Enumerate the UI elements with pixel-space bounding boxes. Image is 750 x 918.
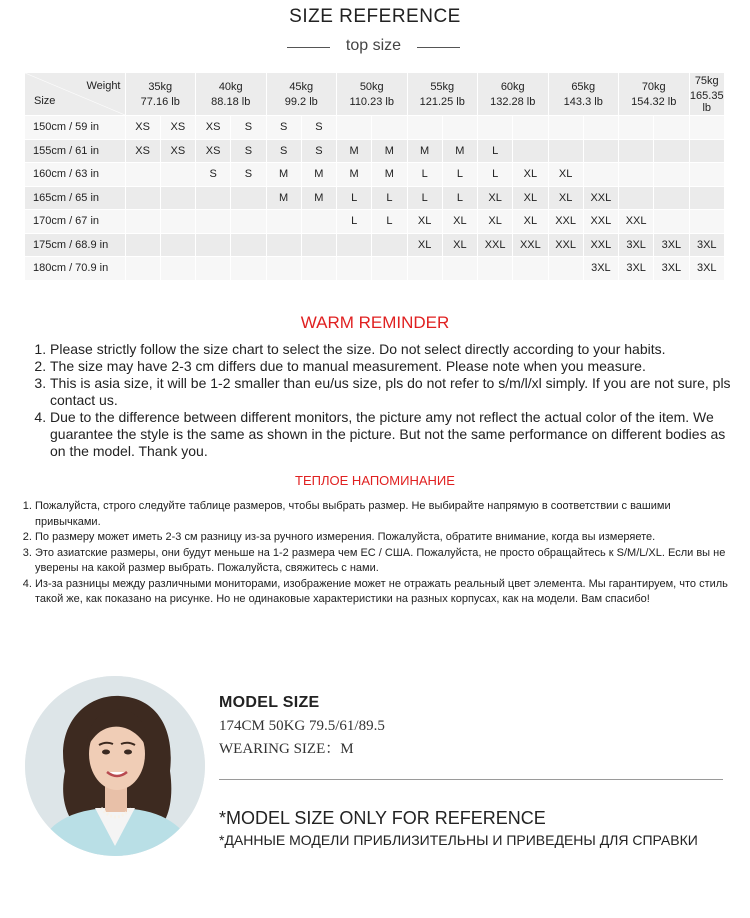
- size-cell: S: [266, 139, 301, 163]
- size-cell: XXL: [583, 210, 618, 234]
- size-cell: XL: [513, 210, 548, 234]
- weight-kg: 75kg: [694, 74, 719, 87]
- weight-lb: 110.23 lb: [349, 95, 394, 108]
- subtitle-divider-right: [417, 47, 460, 48]
- model-wearing-size: WEARING SIZE：M: [219, 741, 354, 757]
- weight-kg: 60kg: [500, 80, 525, 93]
- size-cell: [196, 257, 231, 281]
- size-cell: [407, 257, 442, 281]
- size-cell: S: [231, 163, 266, 187]
- size-cell: L: [337, 210, 372, 234]
- size-cell: [407, 116, 442, 140]
- weight-kg: 55kg: [430, 80, 455, 93]
- warm-reminder-ru-title: ТЕПЛОЕ НАПОМИНАНИЕ: [295, 473, 455, 488]
- height-cell: 160cm / 63 in: [25, 163, 125, 187]
- size-cell: [548, 139, 583, 163]
- size-cell: [196, 186, 231, 210]
- size-cell: [619, 186, 654, 210]
- model-photo: [25, 676, 205, 856]
- size-cell: [478, 257, 513, 281]
- weight-lb: 88.18 lb: [211, 95, 251, 108]
- size-cell: [654, 116, 689, 140]
- model-measurements: 174CM 50KG 79.5/61/89.5: [219, 718, 385, 734]
- size-cell: [442, 257, 477, 281]
- size-cell: [478, 116, 513, 140]
- model-divider: [219, 779, 723, 780]
- reminder-item: 1. Please strictly follow the size chart to select the size. Do not select directly according to your habits.: [50, 341, 740, 358]
- size-cell: [301, 257, 336, 281]
- size-cell: XL: [478, 210, 513, 234]
- table-corner-cell: [25, 73, 125, 116]
- reminder-item: 4. Due to the difference between different monitors, the picture amy not reflect the actual color of the item. We guarantee the style is the same as shown in the picture. But not the same performance on different bodies as on the model. Thank you.: [50, 409, 740, 460]
- size-cell: [160, 186, 195, 210]
- size-cell: S: [266, 116, 301, 140]
- size-cell: XXL: [619, 210, 654, 234]
- size-cell: [266, 233, 301, 257]
- size-cell: [231, 210, 266, 234]
- weight-label: Weight: [86, 80, 121, 92]
- table-row: [25, 163, 725, 187]
- size-cell: [231, 257, 266, 281]
- weight-lb: 77.16 lb: [140, 95, 180, 108]
- size-cell: [231, 233, 266, 257]
- table-row: [25, 139, 725, 163]
- height-cell: 180cm / 70.9 in: [25, 257, 125, 281]
- size-cell: [372, 233, 407, 257]
- weight-header-cell: [196, 73, 267, 116]
- height-cell: 175cm / 68.9 in: [25, 233, 125, 257]
- size-cell: [337, 257, 372, 281]
- warm-reminder-title: WARM REMINDER: [300, 313, 450, 332]
- weight-kg: 40kg: [218, 80, 243, 93]
- size-cell: [513, 257, 548, 281]
- height-cell: 150cm / 59 in: [25, 116, 125, 140]
- size-cell: M: [337, 139, 372, 163]
- size-cell: M: [372, 139, 407, 163]
- size-cell: [654, 186, 689, 210]
- weight-header-cell: [266, 73, 337, 116]
- size-cell: XL: [407, 210, 442, 234]
- weight-header-cell: [125, 73, 196, 116]
- size-cell: XXL: [583, 186, 618, 210]
- reminder-item: 3. This is asia size, it will be 1-2 smaller than eu/us size, pls do not refer to s/m/l/xl simply. If you are not sure, pls contact us.: [50, 375, 740, 409]
- size-cell: [513, 139, 548, 163]
- page-title: SIZE REFERENCE: [289, 6, 461, 27]
- reminder-item: 3. Это азиатские размеры, они будут меньше на 1-2 размера чем ЕС / США. Пожалуйста, не просто обращайтесь к S/M/L/XL. Если вы не уверены на какой размер выбрать. Пожалуйста, свяжитесь с нами.: [35, 546, 735, 577]
- weight-lb: 143.3 lb: [563, 95, 603, 108]
- size-cell: [583, 116, 618, 140]
- size-cell: 3XL: [619, 257, 654, 281]
- weight-header-cell: [337, 73, 408, 116]
- size-cell: XS: [160, 139, 195, 163]
- weight-kg: 35kg: [148, 80, 173, 93]
- size-cell: L: [442, 186, 477, 210]
- subtitle-divider-left: [287, 47, 330, 48]
- size-cell: [125, 163, 160, 187]
- size-cell: [689, 210, 725, 234]
- size-table: [25, 73, 725, 281]
- model-reference-note: *MODEL SIZE ONLY FOR REFERENCE: [219, 808, 546, 828]
- size-cell: 3XL: [654, 257, 689, 281]
- reminder-item: 4. Из-за разницы между различными мониторами, изображение может не отражать реальный цвет элемента. Мы гарантируем, что стиль такой же, как показано на рисунке. Но не одинаковые характеристики на разных корпусах, как на модели. Вам спасибо!: [35, 577, 735, 608]
- size-cell: [196, 233, 231, 257]
- size-cell: M: [301, 186, 336, 210]
- weight-kg: 65kg: [571, 80, 596, 93]
- weight-header-cell: [548, 73, 619, 116]
- size-cell: XS: [196, 139, 231, 163]
- size-cell: S: [196, 163, 231, 187]
- size-cell: 3XL: [583, 257, 618, 281]
- size-cell: M: [266, 186, 301, 210]
- size-cell: M: [337, 163, 372, 187]
- warm-reminder-ru-list: [22, 499, 735, 608]
- weight-header-cell: [478, 73, 549, 116]
- size-cell: XXL: [513, 233, 548, 257]
- size-cell: XS: [125, 139, 160, 163]
- height-cell: 165cm / 65 in: [25, 186, 125, 210]
- size-cell: XL: [513, 163, 548, 187]
- size-cell: [372, 257, 407, 281]
- weight-kg: 45kg: [289, 80, 314, 93]
- size-cell: 3XL: [619, 233, 654, 257]
- weight-header-cell: [619, 73, 690, 116]
- size-cell: XL: [548, 186, 583, 210]
- size-cell: [125, 257, 160, 281]
- size-cell: [619, 139, 654, 163]
- size-cell: XL: [478, 186, 513, 210]
- size-cell: [301, 210, 336, 234]
- weight-lb: 121.25 lb: [419, 95, 465, 108]
- size-cell: [583, 163, 618, 187]
- size-cell: [337, 233, 372, 257]
- weight-lb: 132.28 lb: [490, 95, 536, 108]
- height-cell: 155cm / 61 in: [25, 139, 125, 163]
- size-cell: M: [442, 139, 477, 163]
- size-cell: [619, 163, 654, 187]
- height-cell: 170cm / 67 in: [25, 210, 125, 234]
- weight-kg: 50kg: [359, 80, 384, 93]
- size-cell: XS: [160, 116, 195, 140]
- size-cell: L: [337, 186, 372, 210]
- size-cell: [689, 186, 725, 210]
- size-cell: M: [266, 163, 301, 187]
- warm-reminder-list: [35, 341, 740, 460]
- size-cell: [196, 210, 231, 234]
- size-cell: [125, 210, 160, 234]
- table-header-row: [25, 73, 725, 116]
- size-cell: M: [407, 139, 442, 163]
- size-cell: XL: [442, 210, 477, 234]
- size-cell: XL: [407, 233, 442, 257]
- size-cell: XXL: [478, 233, 513, 257]
- size-cell: L: [407, 186, 442, 210]
- table-row: [25, 186, 725, 210]
- size-cell: [689, 163, 725, 187]
- size-cell: [125, 186, 160, 210]
- size-cell: [548, 257, 583, 281]
- weight-header-cell: [407, 73, 478, 116]
- weight-header-cell: [689, 73, 725, 116]
- model-size-title: MODEL SIZE: [219, 694, 320, 711]
- weight-lb: 99.2 lb: [284, 95, 318, 108]
- table-row: [25, 116, 725, 140]
- size-cell: [654, 139, 689, 163]
- table-row: [25, 233, 725, 257]
- size-cell: [689, 116, 725, 140]
- size-cell: XXL: [548, 233, 583, 257]
- model-reference-note-ru: *ДАННЫЕ МОДЕЛИ ПРИБЛИЗИТЕЛЬНЫ И ПРИВЕДЕНЫ ДЛЯ СПРАВКИ: [219, 832, 698, 848]
- table-row: [25, 210, 725, 234]
- size-cell: XXL: [583, 233, 618, 257]
- size-cell: S: [231, 116, 266, 140]
- size-cell: L: [372, 210, 407, 234]
- size-cell: XL: [513, 186, 548, 210]
- size-cell: 3XL: [654, 233, 689, 257]
- size-cell: XS: [196, 116, 231, 140]
- size-cell: L: [407, 163, 442, 187]
- size-cell: [654, 210, 689, 234]
- size-cell: 3XL: [689, 257, 725, 281]
- weight-lb: 154.32 lb: [631, 95, 677, 108]
- size-cell: [160, 257, 195, 281]
- size-cell: 3XL: [689, 233, 725, 257]
- size-cell: [231, 186, 266, 210]
- table-row: [25, 257, 725, 281]
- reminder-item: 2. The size may have 2-3 cm differs due to manual measurement. Please note when you measure.: [50, 358, 740, 375]
- size-cell: [160, 210, 195, 234]
- size-cell: XL: [442, 233, 477, 257]
- size-cell: S: [231, 139, 266, 163]
- size-cell: [266, 257, 301, 281]
- size-cell: [160, 233, 195, 257]
- size-cell: S: [301, 116, 336, 140]
- size-cell: [301, 233, 336, 257]
- size-cell: XXL: [548, 210, 583, 234]
- size-cell: L: [478, 139, 513, 163]
- size-cell: M: [301, 163, 336, 187]
- weight-kg: 70kg: [641, 80, 666, 93]
- size-cell: [266, 210, 301, 234]
- size-cell: L: [372, 186, 407, 210]
- size-cell: [160, 163, 195, 187]
- size-cell: [372, 116, 407, 140]
- size-cell: L: [442, 163, 477, 187]
- size-cell: XL: [548, 163, 583, 187]
- weight-lb: 165.35 lb: [689, 89, 724, 114]
- size-label: Size: [34, 95, 56, 107]
- size-cell: [442, 116, 477, 140]
- size-cell: M: [372, 163, 407, 187]
- size-cell: [125, 233, 160, 257]
- size-cell: L: [478, 163, 513, 187]
- subtitle: top size: [345, 37, 402, 54]
- size-cell: [337, 116, 372, 140]
- size-cell: [654, 163, 689, 187]
- reminder-item: 2. По размеру может иметь 2-3 см разницу из-за ручного измерения. Пожалуйста, обратите внимание, когда вы измеряете.: [35, 530, 735, 546]
- size-cell: [583, 139, 618, 163]
- subtitle-row: [0, 37, 750, 57]
- size-cell: [689, 139, 725, 163]
- size-cell: XS: [125, 116, 160, 140]
- size-cell: [548, 116, 583, 140]
- reminder-item: 1. Пожалуйста, строго следуйте таблице размеров, чтобы выбрать размер. Не выбирайте напрямую в соответствии с вашими привычками.: [35, 499, 735, 530]
- size-cell: S: [301, 139, 336, 163]
- model-portrait-illustration: [25, 676, 205, 856]
- size-cell: [619, 116, 654, 140]
- size-cell: [513, 116, 548, 140]
